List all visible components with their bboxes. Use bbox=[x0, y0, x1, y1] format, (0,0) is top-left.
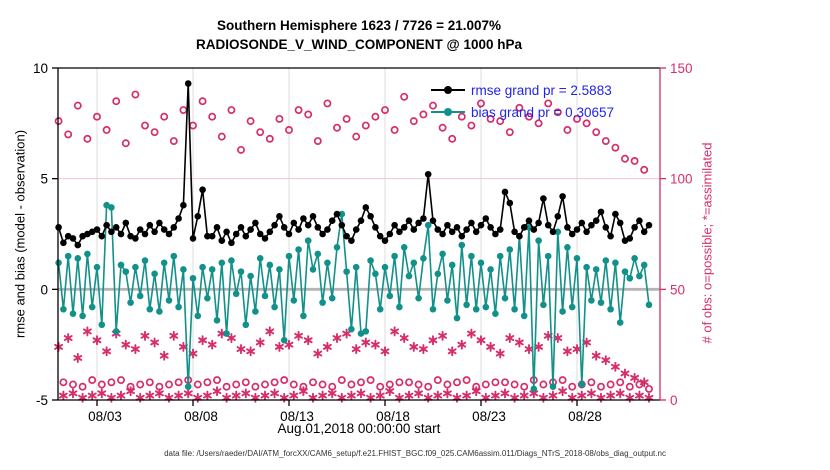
svg-text:50: 50 bbox=[670, 282, 686, 298]
svg-text:08/13: 08/13 bbox=[280, 409, 314, 424]
series-assimilated bbox=[55, 327, 652, 401]
legend-label-rmse: rmse grand pr = 2.5883 bbox=[471, 82, 612, 98]
left-y-axis-label: rmse and bias (model - observation) bbox=[12, 129, 28, 339]
svg-text:0: 0 bbox=[670, 393, 678, 408]
svg-text:5: 5 bbox=[40, 171, 48, 187]
legend-label-bias: bias grand pr = 0.30657 bbox=[471, 104, 614, 120]
chart-title-line1: Southern Hemisphere 1623 / 7726 = 21.007% bbox=[216, 18, 502, 33]
svg-text:08/03: 08/03 bbox=[88, 409, 122, 424]
right-y-axis-label: # of obs: o=possible; *=assimilated bbox=[699, 142, 715, 344]
left-axis-ticks bbox=[33, 61, 58, 408]
svg-text:100: 100 bbox=[670, 171, 693, 187]
svg-text:08/23: 08/23 bbox=[472, 409, 506, 424]
right-axis-ticks bbox=[660, 61, 693, 408]
legend-item-rmse bbox=[430, 79, 614, 101]
svg-text:08/18: 08/18 bbox=[376, 409, 410, 424]
svg-text:-5: -5 bbox=[35, 393, 48, 408]
x-axis-label: Aug.01,2018 00:00:00 start bbox=[277, 421, 441, 436]
svg-text:150: 150 bbox=[670, 61, 693, 76]
svg-text:08/28: 08/28 bbox=[568, 409, 602, 424]
chart-series bbox=[55, 80, 652, 402]
svg-text:0: 0 bbox=[40, 282, 48, 298]
rmse-legend-marker-icon bbox=[430, 83, 466, 97]
bias-legend-marker-icon bbox=[430, 105, 466, 119]
legend-item-bias bbox=[430, 101, 614, 123]
data-file-path: data file: /Users/raeder/DAI/ATM_forcXX/CAM6_setup/f.e21.FHIST_BGC.f09_025.CAM6assim.011/Diags_NTrS_2018-08/obs_diag_output.nc bbox=[164, 449, 666, 458]
svg-text:08/08: 08/08 bbox=[184, 409, 218, 424]
chart-legend bbox=[430, 79, 614, 123]
svg-text:10: 10 bbox=[32, 61, 48, 76]
chart-title-block bbox=[58, 16, 660, 54]
chart-title-line2: RADIOSONDE_V_WIND_COMPONENT @ 1000 hPa bbox=[196, 37, 522, 52]
